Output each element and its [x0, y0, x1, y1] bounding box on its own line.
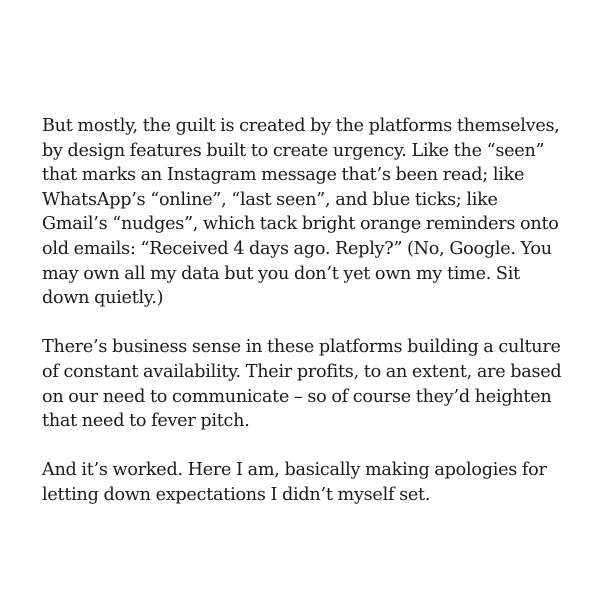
text-line: And it’s worked. Here I am, basically making apologies for: [42, 460, 547, 481]
paragraph-1: [42, 114, 582, 311]
paragraph-3: [42, 458, 582, 507]
paragraph-2: [42, 335, 582, 433]
text-line: Gmail’s “nudges”, which tack bright orange reminders onto: [42, 214, 559, 235]
text-line: letting down expectations I didn’t myself set.: [42, 484, 431, 505]
text-line: on our need to communicate – so of course they’d heighten: [42, 386, 552, 407]
text-line: old emails: “Received 4 days ago. Reply?” (No, Google. You: [42, 238, 552, 259]
text-line: of constant availability. Their profits, to an extent, are based: [42, 361, 562, 382]
text-line: may own all my data but you don’t yet own my time. Sit: [42, 263, 520, 284]
text-line: But mostly, the guilt is created by the platforms themselves,: [42, 116, 560, 136]
text-line: that need to fever pitch.: [42, 411, 250, 432]
text-line: that marks an Instagram message that’s been read; like: [42, 165, 525, 186]
text-line: WhatsApp’s “online”, “last seen”, and blue ticks; like: [42, 189, 498, 210]
text-line: There’s business sense in these platforms building a culture: [42, 337, 561, 358]
article-text: [42, 114, 582, 532]
text-line: down quietly.): [42, 288, 164, 309]
text-line: by design features built to create urgency. Like the “seen”: [42, 140, 545, 161]
